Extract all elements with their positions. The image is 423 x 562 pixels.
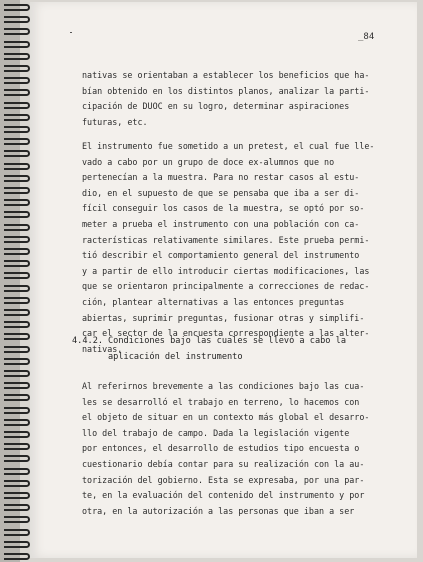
binding-coil (4, 199, 30, 206)
text-line: que se orientaron principalmente a correcciones de redac- (82, 281, 370, 292)
text-line: pertenecían a la muestra. Para no restar casos al estu- (82, 172, 360, 183)
page-mark (70, 32, 72, 33)
binding-coil (4, 150, 30, 157)
binding-coil (4, 260, 30, 267)
binding-coil (4, 89, 30, 96)
text-line: ción, plantear alternativas a las entonces preguntas (82, 296, 345, 307)
binding-coil (4, 529, 30, 536)
binding-coil (4, 297, 30, 304)
paragraph-2 (82, 139, 384, 357)
text-line: cuestionario debía contar para su realización con la au- (82, 458, 365, 469)
binding-coil (4, 394, 30, 401)
binding-coil (4, 455, 30, 462)
section-title-continued: aplicación del instrumento (108, 351, 243, 362)
text-line: El instrumento fue sometido a un pretest, el cual fue lle- (82, 141, 375, 151)
text-line: otra, en la autorización a las personas que iban a ser (82, 505, 355, 516)
binding-coil (4, 480, 30, 487)
binding-coil (4, 102, 30, 109)
binding-coil (4, 77, 30, 84)
binding-coil (4, 419, 30, 426)
binding-coil (4, 126, 30, 133)
binding-coil (4, 16, 30, 23)
binding-coil (4, 553, 30, 560)
spiral-binding (4, 0, 32, 562)
binding-coil (4, 53, 30, 60)
page-number: _84 (358, 32, 375, 42)
binding-coil (4, 41, 30, 48)
binding-coil (4, 309, 30, 316)
document-page (30, 2, 417, 558)
binding-coil (4, 541, 30, 548)
text-line: futuras, etc. (82, 116, 148, 127)
binding-coil (4, 285, 30, 292)
text-line: torización del gobierno. Esta se expresaba, por una par- (82, 474, 365, 485)
section-heading (72, 334, 382, 365)
binding-coil (4, 175, 30, 182)
text-line: por entonces, el desarrollo de estudios tipo encuesta o (82, 443, 360, 454)
section-heading-line-1 (72, 334, 382, 350)
binding-coil (4, 272, 30, 279)
text-line: te, en la evaluación del contenido del instrumento y por (82, 490, 365, 501)
binding-coil (4, 65, 30, 72)
text-line: car el sector de la encuesta correspondiente a las alter- (82, 328, 370, 339)
binding-coil (4, 211, 30, 218)
text-line: el objeto de situar en un contexto más global el desarro- (82, 412, 370, 423)
text-line: tió describir el comportamiento general del instrumento (82, 250, 360, 261)
binding-coil (4, 382, 30, 389)
text-line: nativas se orientaban a establecer los beneficios que ha- (82, 70, 370, 80)
binding-coil (4, 504, 30, 511)
text-line: vado a cabo por un grupo de doce ex-alumnos que no (82, 156, 335, 167)
text-line: nativas. (82, 343, 123, 354)
binding-coil (4, 187, 30, 194)
text-line: y a partir de ello introducir ciertas modificaciones, las (82, 265, 370, 276)
binding-coil (4, 443, 30, 450)
binding-coil (4, 358, 30, 365)
text-line: llo del trabajo de campo. Dada la legislación vigente (82, 427, 350, 438)
text-line: racterísticas relativamente similares. Este prueba permi- (82, 234, 370, 245)
binding-coil (4, 163, 30, 170)
text-line: abiertas, suprimir preguntas, fusionar otras y simplifi- (82, 312, 365, 323)
binding-coil (4, 516, 30, 523)
text-line: cipación de DUOC en su logro, determinar aspiraciones (82, 101, 350, 112)
text-line: bían obtenido en los distintos planos, analizar la parti- (82, 85, 370, 96)
binding-coil (4, 236, 30, 243)
section-number: 4.4.2. (72, 336, 104, 346)
text-line: dio, en el supuesto de que se pensaba que iba a ser di- (82, 187, 360, 198)
binding-coil (4, 407, 30, 414)
binding-coil (4, 468, 30, 475)
binding-coil (4, 492, 30, 499)
binding-coil (4, 138, 30, 145)
binding-coil (4, 333, 30, 340)
binding-coil (4, 431, 30, 438)
text-line: les se desarrolló el trabajo en terreno, lo hacemos con (82, 396, 360, 407)
paragraph-3 (82, 379, 384, 519)
binding-coil (4, 28, 30, 35)
text-line: meter a prueba el instrumento con una población con ca- (82, 218, 360, 229)
paragraph-1 (82, 68, 384, 130)
text-line: fícil conseguir los casos de la muestra, se optó por so- (82, 203, 365, 214)
binding-coil (4, 4, 30, 11)
binding-coil (4, 114, 30, 121)
section-title: Condiciones bajo las cuales se llevó a cabo la (108, 336, 346, 346)
text-line: Al referirnos brevemente a las condiciones bajo las cua- (82, 381, 365, 391)
binding-coil (4, 321, 30, 328)
binding-coil (4, 248, 30, 255)
binding-coil (4, 346, 30, 353)
binding-coil (4, 370, 30, 377)
binding-coil (4, 224, 30, 231)
